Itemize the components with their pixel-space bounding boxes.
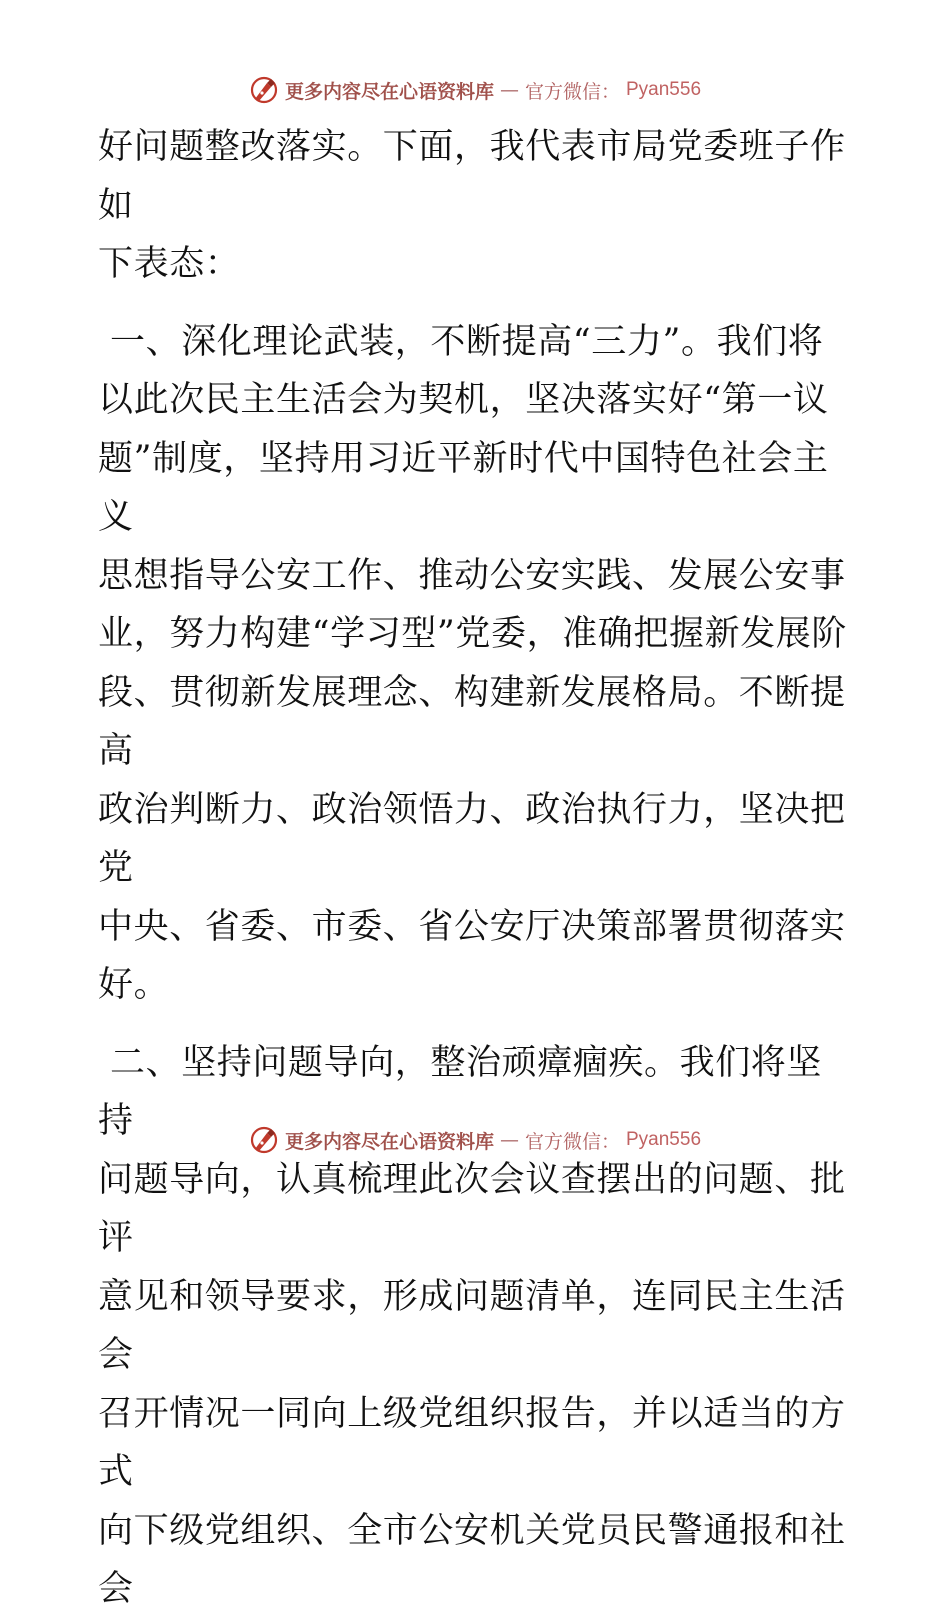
document-body bbox=[98, 118, 854, 1619]
banner-separator: — bbox=[499, 1129, 519, 1151]
wechat-id: Pyan556 bbox=[626, 79, 702, 100]
text-line: 中央、省委、市委、省公安厅决策部署贯彻落实 bbox=[98, 906, 846, 947]
text-line: 好问题整改落实。下面，我代表市局党委班子作如 bbox=[98, 127, 846, 226]
wechat-label: 官方微信： bbox=[524, 1130, 620, 1153]
header-banner bbox=[0, 70, 950, 110]
text-line: 向下级党组织、全市公安机关党员民警通报和社会 bbox=[98, 1510, 846, 1609]
text-line: 以此次民主生活会为契机，坚决落实好“第一议 bbox=[98, 380, 829, 420]
paragraph-intro bbox=[98, 118, 854, 294]
text-line: 业，努力构建“学习型”党委，准确把握新发展阶 bbox=[98, 614, 847, 654]
paragraph-section-1 bbox=[98, 313, 854, 1015]
text-line: 问题导向，认真梳理此次会议查摆出的问题、批评 bbox=[98, 1159, 846, 1258]
text-line: 下表态： bbox=[98, 244, 241, 284]
section-heading-line: 一、深化理论武装，不断提高“三力”。我们将 bbox=[110, 321, 824, 362]
wechat-id: Pyan556 bbox=[626, 1129, 702, 1150]
text-line: 意见和领导要求，形成问题清单，连同民主生活会 bbox=[98, 1276, 846, 1375]
site-name-text: 更多内容尽在心语资料库 bbox=[284, 80, 494, 103]
pen-nib-logo-icon bbox=[249, 75, 279, 105]
text-line: 召开情况一同向上级党组织报告，并以适当的方式 bbox=[98, 1393, 846, 1492]
text-line: 段、贯彻新发展理念、构建新发展格局。不断提高 bbox=[98, 672, 846, 771]
site-name-text: 更多内容尽在心语资料库 bbox=[284, 1130, 494, 1153]
text-line: 思想指导公安工作、推动公安实践、发展公安事 bbox=[98, 555, 846, 596]
wechat-label: 官方微信： bbox=[524, 80, 620, 103]
text-line: 政治判断力、政治领悟力、政治执行力，坚决把党 bbox=[98, 789, 846, 888]
footer-banner bbox=[0, 1120, 950, 1160]
text-line: 题”制度，坚持用习近平新时代中国特色社会主义 bbox=[98, 438, 829, 537]
section-heading-line: 二、坚持问题导向，整治顽瘴痼疾。我们将坚持 bbox=[98, 1042, 823, 1141]
pen-nib-logo-icon bbox=[249, 1125, 279, 1155]
banner-separator: — bbox=[499, 79, 519, 101]
text-line: 好。 bbox=[98, 965, 170, 1005]
